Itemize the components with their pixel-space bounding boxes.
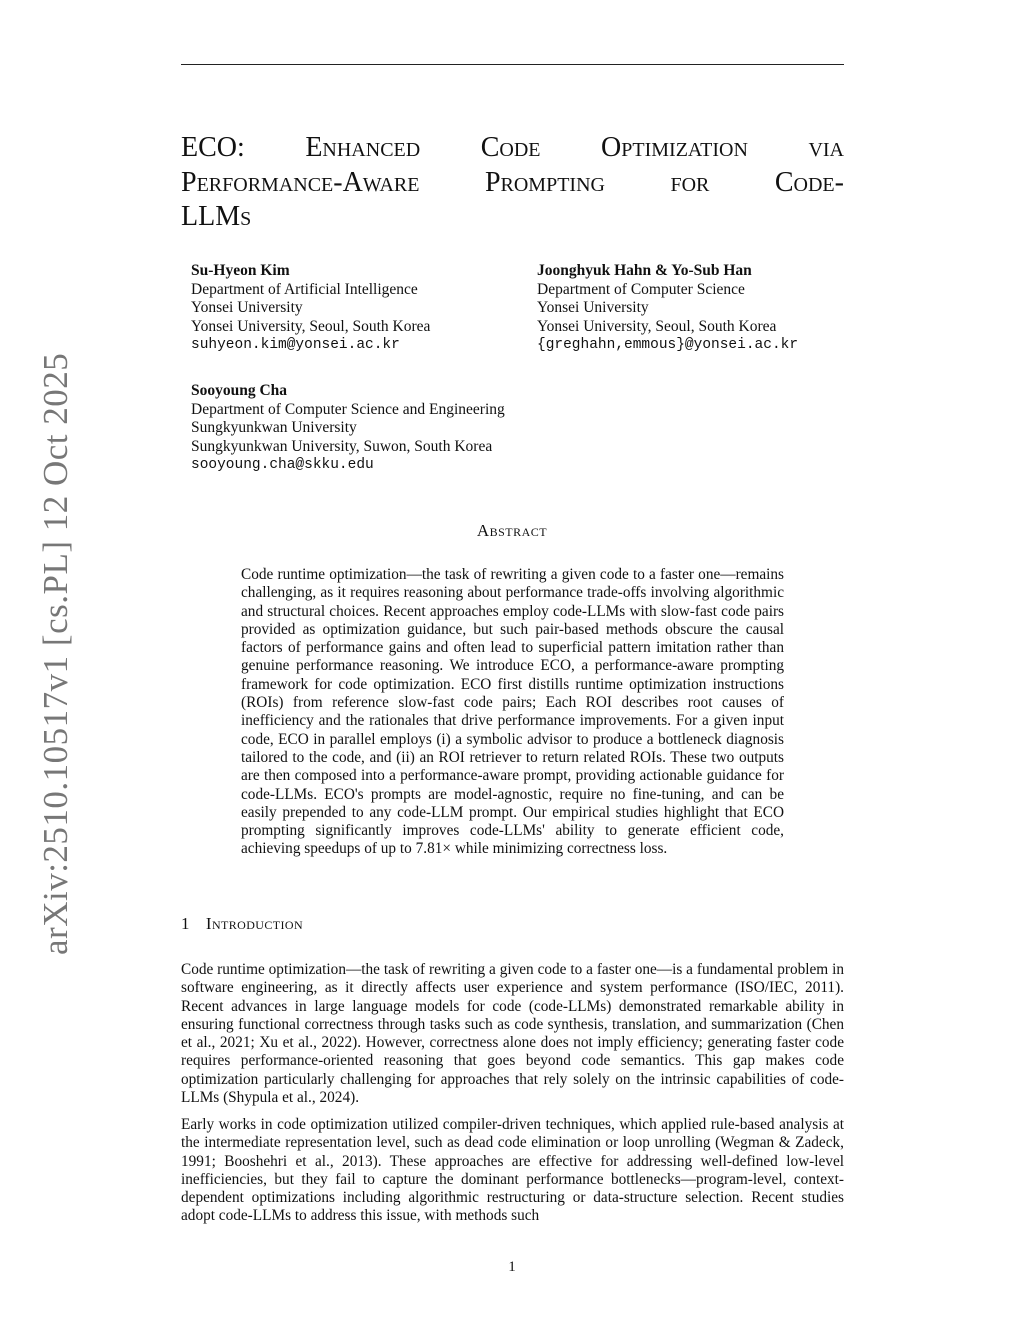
title-word: for xyxy=(670,166,710,198)
author-block-1 xyxy=(191,262,430,355)
author-university: Yonsei University xyxy=(537,299,649,316)
abstract-heading: Abstract xyxy=(476,521,548,540)
page-number: 1 xyxy=(508,1259,516,1275)
arxiv-identifier[interactable]: arXiv:2510.10517v1 [cs.PL] 12 Oct 2025 xyxy=(36,352,75,955)
title-word: Optimization xyxy=(601,132,748,163)
author-email[interactable]: sooyoung.cha@skku.edu xyxy=(191,457,374,473)
title-word: via xyxy=(808,132,844,163)
author-address: Yonsei University, Seoul, South Korea xyxy=(191,317,431,335)
body-paragraph: Code runtime optimization—the task of rewriting a given code to a faster one—is a fundamental problem in software engineering, as it directly affects user experience and system performance (ISO/IEC, 2011). Recent advances in large language models for code (code-LLMs) demonstrated remarkable ability in ensuring functional correctness through tasks such as code synthesis, translation, and summarization (Chen et al., 2021; Xu et al., 2022). However, correctness alone does not imply efficiency; generating faster code requires performance-oriented reasoning that goes beyond code semantics. This gap makes code optimization particularly challenging for approaches that rely solely on the intrinsic capabilities of code-LLMs (Shypula et al., 2024). xyxy=(181,961,844,1107)
section-heading xyxy=(181,914,303,934)
author-name: Sooyoung Cha xyxy=(191,382,288,399)
body-paragraph: Early works in code optimization utilized compiler-driven techniques, which applied rule-based analysis at the intermediate representation level, such as dead code elimination or loop unrolling (Wegman & Zadeck, 1991; Booshehri et al., 2013). These approaches are effective for addressing well-defined low-level inefficiencies, but they fail to capture the dominant performance bottlenecks—program-level, context-dependent optimizations including algorithmic restructuring or data-structure selection. Recent studies adopt code-LLMs to address this issue, with methods such xyxy=(181,1116,844,1225)
title-word: ECO: xyxy=(181,132,245,163)
author-email[interactable]: {greghahn,emmous}@yonsei.ac.kr xyxy=(537,337,799,353)
author-name: Su-Hyeon Kim xyxy=(191,262,290,279)
author-department: Department of Computer Science and Engineering xyxy=(191,400,505,418)
paper-title xyxy=(181,131,844,235)
title-line-3 xyxy=(181,200,844,235)
title-word: Prompting xyxy=(484,166,605,198)
author-university: Yonsei University xyxy=(191,299,303,316)
author-email[interactable]: suhyeon.kim@yonsei.ac.kr xyxy=(191,337,400,353)
author-department: Department of Artificial Intelligence xyxy=(191,280,418,298)
author-block-2 xyxy=(537,262,798,355)
title-word: Code- xyxy=(774,166,844,198)
section-title: Introduction xyxy=(205,914,304,933)
top-rule xyxy=(181,64,844,65)
section-number: 1 xyxy=(181,914,190,933)
title-word: LLMs xyxy=(181,201,252,232)
title-word: Code xyxy=(480,132,541,163)
title-word: Enhanced xyxy=(305,132,421,163)
author-university: Sungkyunkwan University xyxy=(191,419,357,436)
title-line-1 xyxy=(181,131,844,166)
author-address: Yonsei University, Seoul, South Korea xyxy=(537,317,777,335)
author-address: Sungkyunkwan University, Suwon, South Korea xyxy=(191,437,493,455)
title-line-2 xyxy=(181,166,844,201)
author-block-3 xyxy=(191,382,505,475)
author-name: Joonghyuk Hahn & Yo-Sub Han xyxy=(537,262,752,279)
title-word: Performance-Aware xyxy=(181,166,420,198)
abstract-text: Code runtime optimization—the task of rewriting a given code to a faster one—remains challenging, as it requires reasoning about performance trade-offs involving algorithmic and structural choices. Recent approaches employ code-LLMs with slow-fast code pairs provided as optimization guidance, but such pair-based methods obscure the causal factors of performance gains and often lead to superficial pattern imitation rather than genuine performance reasoning. We introduce ECO, a performance-aware prompting framework for code optimization. ECO first distills runtime optimization instructions (ROIs) from reference slow-fast code pairs; Each ROI describes root causes of inefficiency and the rationales that drive performance improvements. For a given input code, ECO in parallel employs (i) a symbolic advisor to produce a bottleneck diagnosis tailored to the code, and (ii) an ROI retriever to return related ROIs. These two outputs are then composed into a performance-aware prompt, providing actionable guidance for code-LLMs. ECO's prompts are model-agnostic, require no fine-tuning, and can be easily prepended to any code-LLM prompt. Our empirical studies highlight that ECO prompting significantly improves code-LLMs' ability to generate efficient code, achieving speedups of up to 7.81× while minimizing correctness loss. xyxy=(241,566,784,858)
author-department: Department of Computer Science xyxy=(537,280,745,298)
